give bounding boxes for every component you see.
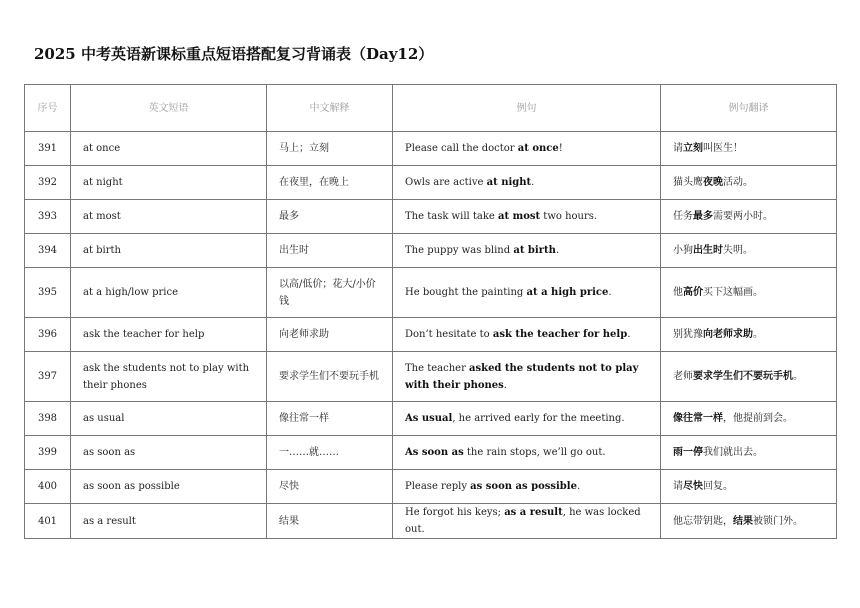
cell-phrase: as a result <box>71 504 267 539</box>
example-text: , he was locked out. <box>405 507 641 535</box>
cell-phrase: at night <box>71 166 267 200</box>
translation-text: 任务 <box>673 211 693 222</box>
example-text: Owls are active <box>405 177 487 188</box>
translation-text: 。 <box>753 329 763 340</box>
header-translation: 例句翻译 <box>661 85 837 132</box>
cell-example <box>393 504 661 539</box>
cell-meaning: 像往常一样 <box>267 402 393 436</box>
cell-example <box>393 234 661 268</box>
translation-text: 回复。 <box>703 481 733 492</box>
cell-example <box>393 352 661 402</box>
table-row <box>25 268 837 318</box>
translation-highlight: 夜晚 <box>703 177 723 188</box>
example-highlight: As soon as <box>405 447 464 458</box>
cell-example <box>393 166 661 200</box>
example-text: . <box>576 481 581 492</box>
example-text: Don’t hesitate to <box>405 329 493 340</box>
translation-text: 。 <box>793 371 803 382</box>
translation-text: 需要两小时。 <box>713 211 773 222</box>
cell-seq: 395 <box>25 268 71 318</box>
translation-text: 我们就出去。 <box>703 447 763 458</box>
cell-meaning: 一……就…… <box>267 436 393 470</box>
translation-text: 叫医生！ <box>703 143 743 154</box>
example-highlight: as soon as possible <box>470 481 577 492</box>
page-title: 2025 中考英语新课标重点短语搭配复习背诵表（Day12） <box>34 45 434 63</box>
translation-text: 他忘带钥匙， <box>673 515 733 527</box>
example-highlight: at a high price <box>526 287 609 298</box>
table-row <box>25 504 837 539</box>
cell-seq: 394 <box>25 234 71 268</box>
cell-phrase: at a high/low price <box>71 268 267 318</box>
cell-meaning: 最多 <box>267 200 393 234</box>
table-header-row <box>25 85 837 132</box>
cell-translation <box>661 268 837 318</box>
example-text: The task will take <box>405 211 499 222</box>
header-seq: 序号 <box>25 85 71 132</box>
translation-highlight: 尽快 <box>683 481 703 492</box>
cell-meaning: 向老师求助 <box>267 318 393 352</box>
example-highlight: asked the students not to play with their phones <box>405 362 639 391</box>
example-text: . <box>608 287 612 298</box>
example-text: . <box>503 379 507 391</box>
translation-text: 老师 <box>673 371 693 382</box>
example-highlight: As usual <box>405 413 453 424</box>
example-text: the rain stops, we’ll go out. <box>463 447 606 458</box>
example-text: . <box>555 245 560 256</box>
table-row <box>25 166 837 200</box>
example-highlight: at most <box>498 211 541 222</box>
translation-text: 请 <box>673 481 683 492</box>
translation-highlight: 向老师求助 <box>703 329 753 340</box>
cell-translation <box>661 318 837 352</box>
translation-highlight: 像往常一样 <box>673 413 723 424</box>
cell-meaning: 结果 <box>267 504 393 539</box>
cell-phrase: at most <box>71 200 267 234</box>
example-highlight: at once <box>517 143 559 154</box>
translation-text: 活动。 <box>723 177 753 188</box>
translation-highlight: 结果 <box>733 515 753 527</box>
cell-seq: 397 <box>25 352 71 402</box>
cell-translation <box>661 352 837 402</box>
cell-translation <box>661 132 837 166</box>
table-row <box>25 352 837 402</box>
translation-text: ，他提前到会。 <box>723 413 793 424</box>
cell-example <box>393 132 661 166</box>
translation-highlight: 立刻 <box>683 143 703 154</box>
example-text: , he arrived early for the meeting. <box>452 413 625 424</box>
cell-seq: 393 <box>25 200 71 234</box>
translation-text: 别犹豫 <box>673 329 703 340</box>
example-text: two hours. <box>540 211 598 222</box>
cell-example <box>393 470 661 504</box>
translation-text: 猫头鹰 <box>673 177 703 188</box>
example-text: . <box>627 329 631 340</box>
example-text: The puppy was blind <box>405 245 514 256</box>
cell-seq: 392 <box>25 166 71 200</box>
cell-meaning: 尽快 <box>267 470 393 504</box>
example-text: . <box>531 177 535 188</box>
translation-text: 请 <box>673 143 683 154</box>
cell-phrase: at birth <box>71 234 267 268</box>
cell-meaning: 出生时 <box>267 234 393 268</box>
cell-phrase: as soon as <box>71 436 267 470</box>
example-highlight: at birth <box>513 245 556 256</box>
example-highlight: as a result <box>504 507 563 518</box>
translation-highlight: 最多 <box>693 211 713 222</box>
cell-meaning: 以高/低价；花大/小价钱 <box>267 268 393 318</box>
cell-phrase: as soon as possible <box>71 470 267 504</box>
cell-phrase: ask the teacher for help <box>71 318 267 352</box>
example-text: Please call the doctor <box>405 143 518 154</box>
translation-text: 买下这幅画。 <box>703 287 763 298</box>
table-row <box>25 436 837 470</box>
example-text: He forgot his keys; <box>405 507 505 518</box>
cell-translation <box>661 402 837 436</box>
cell-example <box>393 436 661 470</box>
cell-phrase: ask the students not to play with their phones <box>71 352 267 402</box>
cell-translation <box>661 470 837 504</box>
phrase-table <box>24 84 837 539</box>
table-row <box>25 318 837 352</box>
example-text: Please reply <box>405 481 471 492</box>
cell-translation <box>661 504 837 539</box>
cell-phrase: at once <box>71 132 267 166</box>
cell-example <box>393 268 661 318</box>
translation-text: 小狗 <box>673 245 693 256</box>
translation-highlight: 雨一停 <box>673 447 703 458</box>
table-row <box>25 200 837 234</box>
cell-example <box>393 200 661 234</box>
cell-seq: 391 <box>25 132 71 166</box>
translation-text: 他 <box>673 287 683 298</box>
header-phrase: 英文短语 <box>71 85 267 132</box>
example-highlight: ask the teacher for help <box>492 329 628 340</box>
cell-example <box>393 402 661 436</box>
cell-seq: 400 <box>25 470 71 504</box>
cell-translation <box>661 166 837 200</box>
translation-highlight: 要求学生们不要玩手机 <box>693 371 793 382</box>
translation-highlight: 出生时 <box>693 245 723 256</box>
translation-highlight: 高价 <box>683 287 703 298</box>
table-row <box>25 132 837 166</box>
table-row <box>25 234 837 268</box>
translation-text: 被锁门外。 <box>753 515 803 527</box>
example-text: He bought the painting <box>405 287 527 298</box>
cell-translation <box>661 200 837 234</box>
example-highlight: at night <box>486 177 532 188</box>
translation-text: 失明。 <box>723 245 753 256</box>
cell-translation <box>661 436 837 470</box>
cell-seq: 396 <box>25 318 71 352</box>
table-row <box>25 470 837 504</box>
table-body <box>25 132 837 539</box>
cell-meaning: 要求学生们不要玩手机 <box>267 352 393 402</box>
cell-seq: 398 <box>25 402 71 436</box>
cell-example <box>393 318 661 352</box>
cell-meaning: 在夜里，在晚上 <box>267 166 393 200</box>
cell-translation <box>661 234 837 268</box>
cell-meaning: 马上；立刻 <box>267 132 393 166</box>
cell-seq: 401 <box>25 504 71 539</box>
example-text: ! <box>558 143 563 154</box>
example-text: The teacher <box>405 362 470 374</box>
cell-phrase: as usual <box>71 402 267 436</box>
header-example: 例句 <box>393 85 661 132</box>
table-row <box>25 402 837 436</box>
header-meaning: 中文解释 <box>267 85 393 132</box>
cell-seq: 399 <box>25 436 71 470</box>
